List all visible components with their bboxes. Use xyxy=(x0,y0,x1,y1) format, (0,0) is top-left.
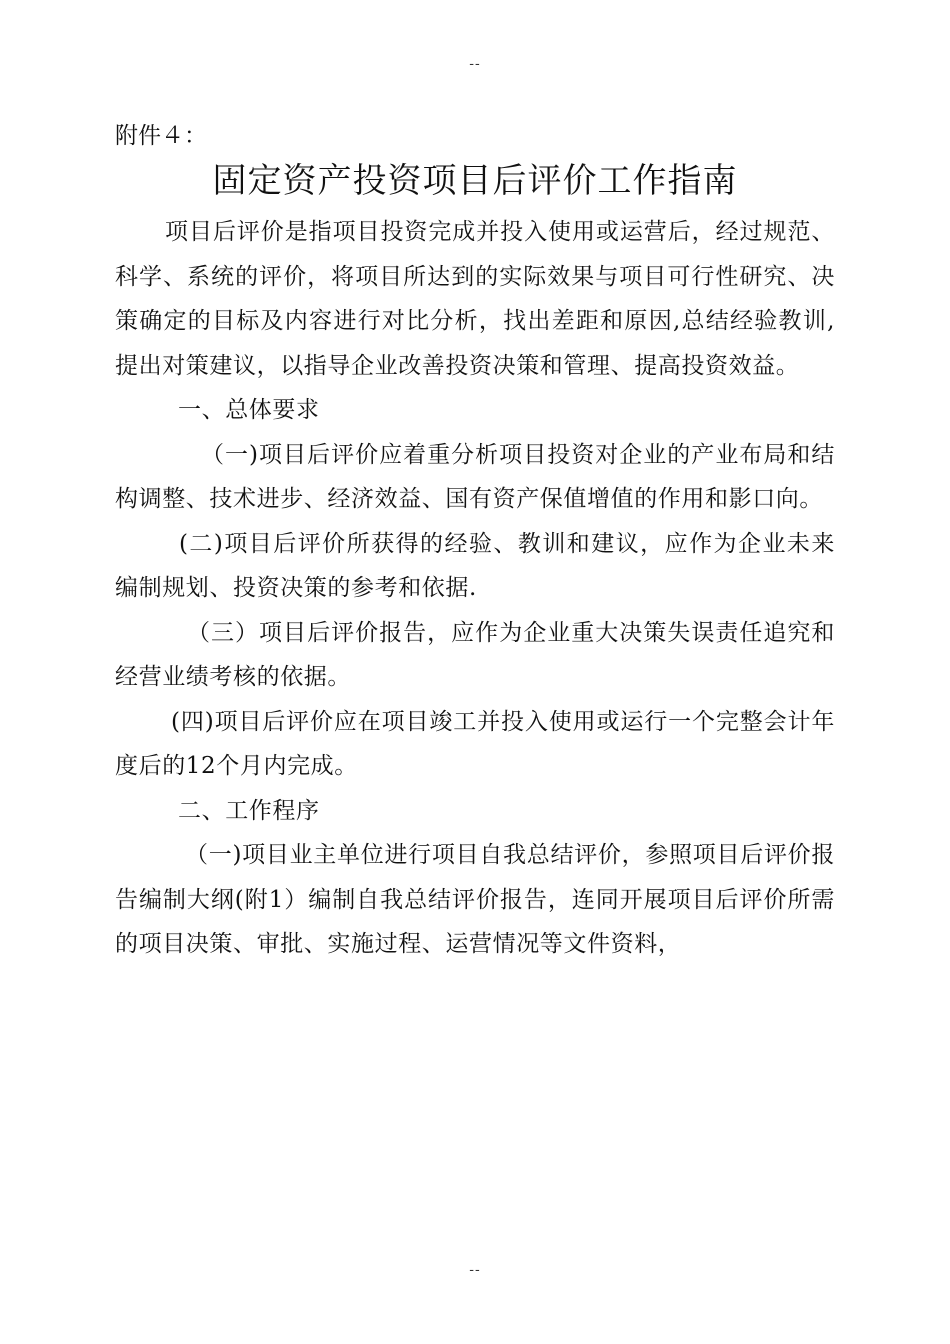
paragraph-item-1: （一)项目后评价应着重分析项目投资对企业的产业布局和结构调整、技术进步、经济效益、国有资产保值增值的作用和影口向。 xyxy=(115,441,835,512)
paragraph-item-4: (四)项目后评价应在项目竣工并投入使用或运行一个完整会计年度后的12个月内完成。 xyxy=(115,708,835,779)
paragraph-procedure-1: （一)项目业主单位进行项目自我总结评价，参照项目后评价报告编制大纲(附1）编制自我总结评价报告，连同开展项目后评价所需的项目决策、审批、实施过程、运营情况等文件资料， xyxy=(115,842,835,957)
page-header-mark: -- xyxy=(469,56,481,72)
paragraph-item-3: （三）项目后评价报告，应作为企业重大决策失误责任追究和经营业绩考核的依据。 xyxy=(115,619,835,690)
document-title: 固定资产投资项目后评价工作指南 xyxy=(212,161,738,201)
page-footer-mark: -- xyxy=(469,1262,481,1278)
intro-paragraph: 项目后评价是指项目投资完成并投入使用或运营后，经过规范、科学、系统的评价，将项目所达到的实际效果与项目可行性研究、决策确定的目标及内容进行对比分析，找出差距和原因,总结经验教训,提出对策建议，以指导企业改善投资决策和管理、提高投资效益。 xyxy=(115,219,835,379)
paragraph-item-2: (二)项目后评价所获得的经验、教训和建议，应作为企业未来编制规划、投资决策的参考和依据. xyxy=(115,530,835,601)
section-heading-general: 一、总体要求 xyxy=(178,397,320,423)
attachment-label: 附件４： xyxy=(115,123,207,149)
document-body xyxy=(115,118,835,967)
section-heading-procedure: 二、工作程序 xyxy=(178,797,320,824)
